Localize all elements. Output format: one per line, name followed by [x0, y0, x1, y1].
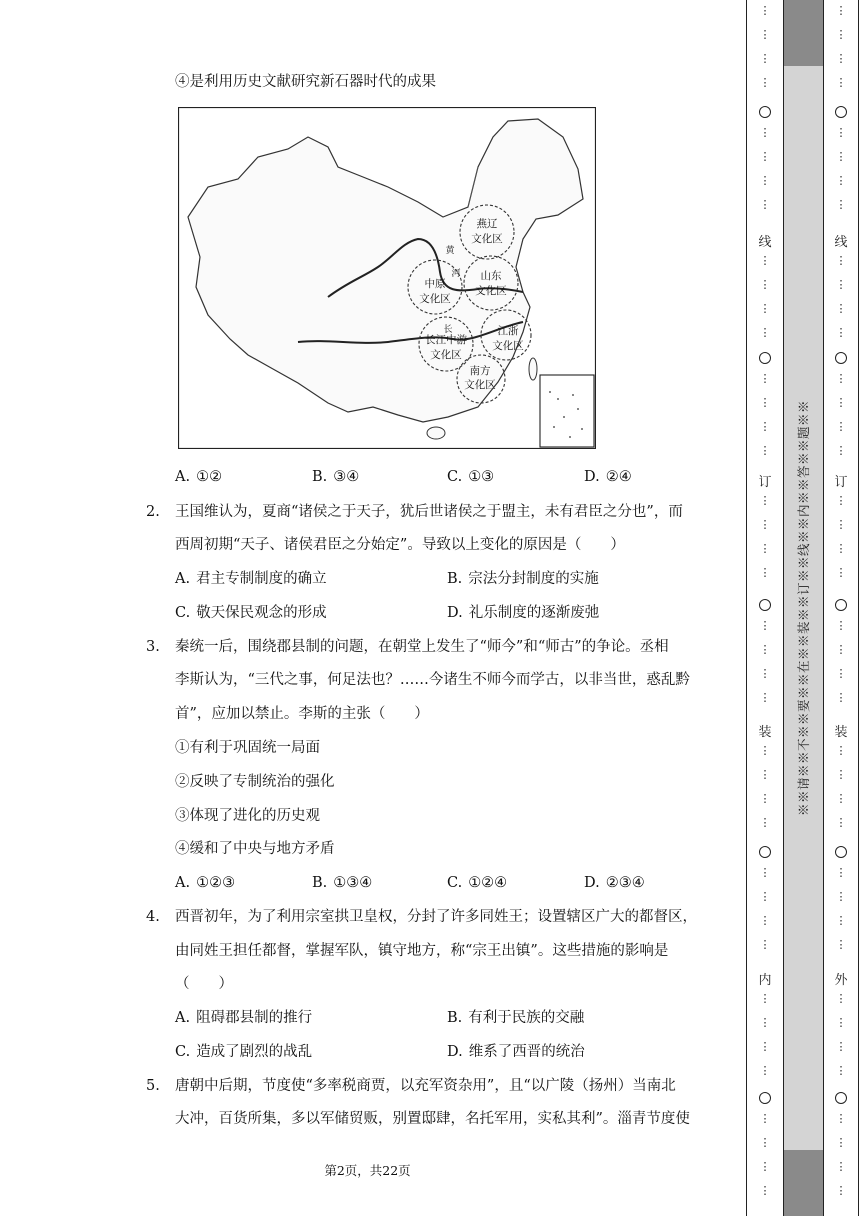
binding-dots: ⋮	[835, 372, 847, 385]
binding-dots: ⋮	[835, 494, 847, 507]
binding-dots: ⋮	[759, 372, 771, 385]
answer-option-b[interactable]: B. 有利于民族的交融	[447, 1010, 585, 1026]
binding-circle	[835, 352, 847, 364]
binding-dots: ⋮	[835, 643, 847, 656]
region-label: 文化区	[475, 285, 507, 297]
binding-char: 线	[834, 235, 848, 250]
binding-dots: ⋮	[835, 744, 847, 757]
binding-circle	[759, 352, 771, 364]
answer-option-d[interactable]: D. ②④	[584, 469, 632, 485]
option-item-3: ③体现了进化的历史观	[175, 808, 320, 824]
option-item-2: ②反映了专制统治的强化	[175, 774, 335, 790]
binding-dots: ⋮	[759, 76, 771, 89]
binding-dots: ⋮	[759, 1112, 771, 1125]
page-footer: 第2页，共22页	[324, 1163, 411, 1178]
binding-char: 装	[834, 725, 848, 740]
option-item-1: ①有利于巩固统一局面	[175, 740, 320, 756]
binding-dots: ⋮	[759, 914, 771, 927]
binding-dots: ⋮	[759, 643, 771, 656]
binding-dots: ⋮	[759, 326, 771, 339]
binding-char: 装	[758, 725, 772, 740]
question-text: 王国维认为，夏商“诸侯之于天子，犹后世诸侯之于盟主，未有君臣之分也”，而	[175, 504, 683, 520]
binding-dots: ⋮	[759, 938, 771, 951]
region-label: 文化区	[419, 293, 451, 305]
binding-dots: ⋮	[759, 1184, 771, 1197]
binding-circle	[759, 599, 771, 611]
binding-dots: ⋮	[835, 254, 847, 267]
binding-dots: ⋮	[759, 174, 771, 187]
binding-dots: ⋮	[759, 1040, 771, 1053]
region-label: 长江中游	[425, 334, 467, 346]
binding-dots: ⋮	[835, 396, 847, 409]
option-item-4: ④缓和了中央与地方矛盾	[175, 841, 335, 857]
answer-option-b[interactable]: B. ③④	[312, 469, 360, 485]
question-text: 西晋初年，为了利用宗室拱卫皇权，分封了许多同姓王；设置辖区广大的都督区，	[175, 909, 697, 925]
binding-dots: ⋮	[835, 938, 847, 951]
question-text: （ ）	[175, 976, 233, 992]
answer-option-c[interactable]: C. ①②④	[447, 875, 508, 891]
binding-dots: ⋮	[835, 444, 847, 457]
region-label: 江浙	[497, 325, 519, 337]
binding-dots: ⋮	[835, 1016, 847, 1029]
binding-dots: ⋮	[835, 866, 847, 879]
binding-dots: ⋮	[759, 1160, 771, 1173]
region-label: 燕辽	[476, 218, 498, 230]
binding-dark-block-bottom	[783, 1150, 823, 1216]
binding-circle	[835, 846, 847, 858]
binding-dots: ⋮	[759, 302, 771, 315]
binding-dots: ⋮	[835, 816, 847, 829]
binding-dots: ⋮	[759, 992, 771, 1005]
binding-circle	[759, 846, 771, 858]
binding-dots: ⋮	[835, 302, 847, 315]
river-label: 河	[451, 269, 461, 279]
answer-option-c[interactable]: C. 造成了剧烈的战乱	[175, 1044, 313, 1060]
binding-dots: ⋮	[759, 566, 771, 579]
question-number: 2.	[146, 504, 160, 520]
binding-dots: ⋮	[759, 494, 771, 507]
binding-dots: ⋮	[835, 174, 847, 187]
binding-dots: ⋮	[835, 420, 847, 433]
binding-dots: ⋮	[759, 278, 771, 291]
question-text: 秦统一后，围绕郡县制的问题，在朝堂上发生了“师今”和“师古”的争论。丞相	[175, 639, 669, 655]
answer-option-b[interactable]: B. ①③④	[312, 875, 373, 891]
binding-dots: ⋮	[759, 866, 771, 879]
binding-dots: ⋮	[759, 518, 771, 531]
answer-option-d[interactable]: D. 礼乐制度的逐渐废弛	[447, 605, 600, 621]
answer-option-d[interactable]: D. 维系了西晋的统治	[447, 1044, 585, 1060]
binding-strip-outer	[823, 0, 859, 1216]
binding-dots: ⋮	[835, 890, 847, 903]
question-text: 首”，应加以禁止。李斯的主张（ ）	[175, 706, 429, 722]
binding-dark-block-top	[783, 0, 823, 66]
binding-dots: ⋮	[835, 667, 847, 680]
binding-dots: ⋮	[835, 768, 847, 781]
region-label: 中原	[424, 278, 446, 290]
binding-dots: ⋮	[759, 768, 771, 781]
region-label: 山东	[480, 270, 502, 282]
binding-dots: ⋮	[759, 667, 771, 680]
binding-dots: ⋮	[759, 28, 771, 41]
binding-dots: ⋮	[835, 992, 847, 1005]
binding-warning-text: ※※请※※不※※要※※在※※装※※订※※线※※内※※答※※题※※	[796, 399, 811, 817]
question-text: 唐朝中后期，节度使“多率税商贾，以充军资杂用”，且“以广陵（扬州）当南北	[175, 1078, 676, 1094]
binding-dots: ⋮	[759, 744, 771, 757]
binding-char: 订	[758, 475, 772, 490]
answer-option-a[interactable]: A. ①②③	[175, 875, 236, 891]
binding-dots: ⋮	[759, 396, 771, 409]
binding-dots: ⋮	[759, 254, 771, 267]
binding-dots: ⋮	[759, 890, 771, 903]
binding-dots: ⋮	[835, 1160, 847, 1173]
binding-dots: ⋮	[835, 1184, 847, 1197]
binding-circle	[835, 1092, 847, 1104]
binding-dots: ⋮	[759, 198, 771, 211]
answer-option-a[interactable]: A. 君主专制制度的确立	[175, 571, 327, 587]
binding-dots: ⋮	[835, 1136, 847, 1149]
answer-option-c[interactable]: C. ①③	[447, 469, 495, 485]
binding-dots: ⋮	[835, 691, 847, 704]
binding-circle	[835, 106, 847, 118]
answer-option-b[interactable]: B. 宗法分封制度的实施	[447, 571, 599, 587]
neolithic-culture-map	[178, 107, 596, 449]
binding-strip-inner	[746, 0, 784, 1216]
binding-dots: ⋮	[835, 542, 847, 555]
river-label: 长	[443, 325, 453, 335]
binding-dots: ⋮	[835, 326, 847, 339]
answer-option-a[interactable]: A. 阻碍郡县制的推行	[175, 1010, 313, 1026]
region-label: 文化区	[471, 233, 503, 245]
binding-dots: ⋮	[835, 28, 847, 41]
answer-option-a[interactable]: A. ①②	[175, 469, 223, 485]
binding-dots: ⋮	[759, 420, 771, 433]
binding-dots: ⋮	[759, 1136, 771, 1149]
binding-dots: ⋮	[759, 1064, 771, 1077]
binding-dots: ⋮	[835, 198, 847, 211]
river-label: 黄	[445, 246, 455, 256]
question-text: 大冲，百货所集，多以军储贸贩，别置邸肆，名托军用，实私其利”。淄青节度使	[175, 1111, 690, 1127]
answer-option-c[interactable]: C. 敬天保民观念的形成	[175, 605, 327, 621]
binding-dots: ⋮	[835, 278, 847, 291]
binding-dots: ⋮	[759, 816, 771, 829]
question-text: 李斯认为，“三代之事，何足法也？……今诸生不师今而学古，以非当世，惑乱黔	[175, 672, 690, 688]
binding-dots: ⋮	[759, 1016, 771, 1029]
binding-dots: ⋮	[835, 518, 847, 531]
binding-char: 外	[834, 973, 848, 988]
binding-circle	[759, 106, 771, 118]
answer-option-d[interactable]: D. ②③④	[584, 875, 645, 891]
binding-dots: ⋮	[835, 619, 847, 632]
question-number: 4.	[146, 909, 160, 925]
binding-dots: ⋮	[835, 126, 847, 139]
option-item-4: ④是利用历史文献研究新石器时代的成果	[175, 74, 436, 90]
binding-dots: ⋮	[835, 1112, 847, 1125]
binding-dots: ⋮	[835, 566, 847, 579]
binding-dots: ⋮	[759, 126, 771, 139]
binding-circle	[835, 599, 847, 611]
region-label: 文化区	[464, 379, 496, 391]
binding-char: 内	[758, 973, 772, 988]
region-label: 南方	[469, 365, 491, 377]
question-text: 由同姓王担任都督，掌握军队，镇守地方，称“宗王出镇”。这些措施的影响是	[175, 943, 669, 959]
binding-dots: ⋮	[759, 792, 771, 805]
region-label: 文化区	[492, 340, 524, 352]
binding-char: 线	[758, 235, 772, 250]
binding-dots: ⋮	[835, 914, 847, 927]
binding-dots: ⋮	[835, 76, 847, 89]
binding-dots: ⋮	[759, 542, 771, 555]
binding-char: 订	[834, 475, 848, 490]
binding-dots: ⋮	[759, 619, 771, 632]
binding-dots: ⋮	[759, 150, 771, 163]
binding-dots: ⋮	[835, 1064, 847, 1077]
binding-dots: ⋮	[835, 4, 847, 17]
question-text: 西周初期“天子、诸侯君臣之分始定”。导致以上变化的原因是（ ）	[175, 537, 625, 553]
binding-dots: ⋮	[759, 691, 771, 704]
binding-dots: ⋮	[759, 444, 771, 457]
binding-circle	[759, 1092, 771, 1104]
binding-dots: ⋮	[835, 792, 847, 805]
region-label: 文化区	[430, 349, 462, 361]
binding-dots: ⋮	[759, 52, 771, 65]
binding-dots: ⋮	[835, 52, 847, 65]
question-number: 5.	[146, 1078, 160, 1094]
binding-dots: ⋮	[759, 4, 771, 17]
binding-dots: ⋮	[835, 1040, 847, 1053]
question-number: 3.	[146, 639, 160, 655]
binding-dots: ⋮	[835, 150, 847, 163]
